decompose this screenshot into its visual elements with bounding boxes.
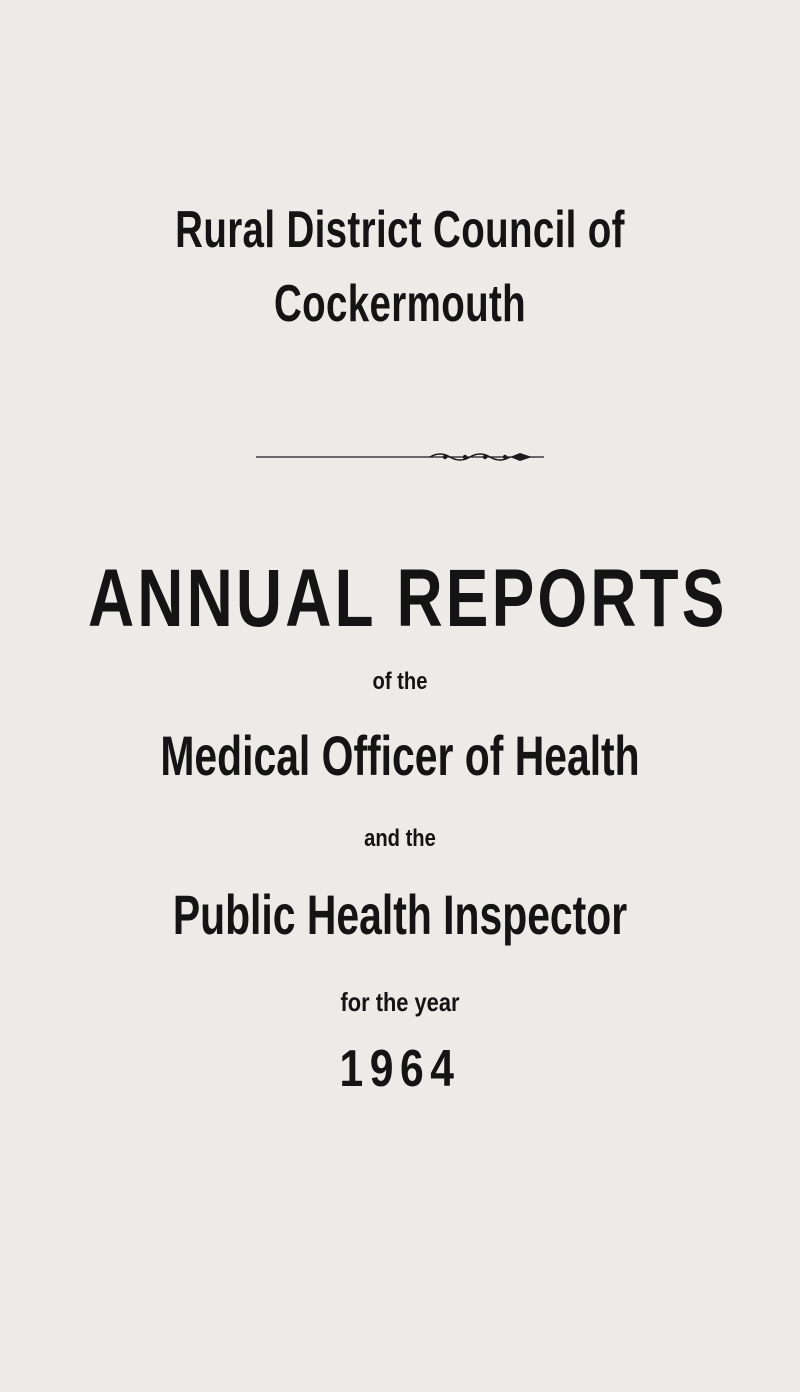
council-name-line-2: Cockermouth xyxy=(273,275,527,333)
council-name-line-1: Rural District Council of xyxy=(175,201,625,259)
medical-officer-title: Medical Officer of Health xyxy=(160,724,640,787)
decorative-rule xyxy=(0,447,800,467)
report-title: ANNUAL REPORTS xyxy=(88,553,728,644)
ornament-line-icon xyxy=(0,447,800,467)
for-the-year-text: for the year xyxy=(340,987,460,1017)
show-through-marks xyxy=(260,88,560,208)
and-the-text: and the xyxy=(364,825,436,852)
public-health-inspector-title: Public Health Inspector xyxy=(172,883,628,946)
of-the-text: of the xyxy=(372,668,428,695)
report-year: 1964 xyxy=(339,1040,461,1098)
